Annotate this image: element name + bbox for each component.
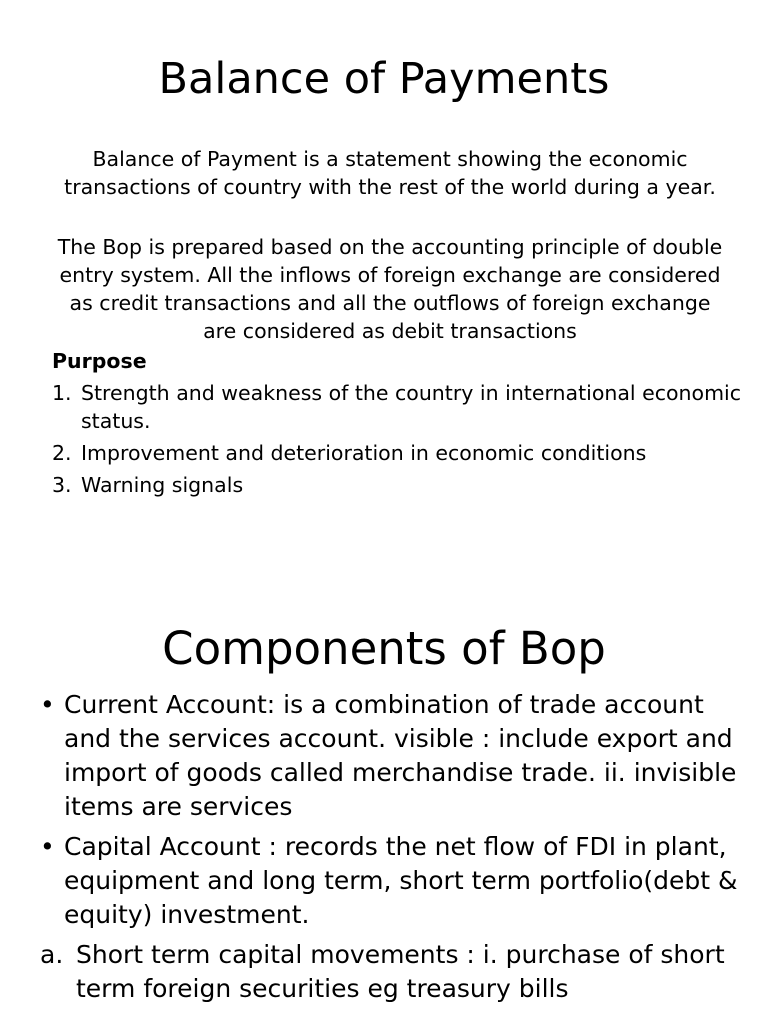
components-list — [40, 688, 740, 1012]
purpose-item — [52, 471, 742, 499]
list-number: 1. — [52, 381, 72, 405]
slide-title: Components of Bop — [162, 622, 606, 675]
component-text: Short term capital movements : i. purchase of short term foreign securities eg treasury bills — [76, 940, 725, 1003]
bullet-marker: • — [40, 832, 55, 861]
purpose-heading: Purpose — [52, 349, 147, 373]
purpose-item — [52, 379, 742, 435]
list-text: Strength and weakness of the country in international economic status. — [81, 381, 742, 433]
component-item-current-account — [40, 688, 740, 824]
list-number: 3. — [52, 473, 72, 497]
alpha-marker: a. — [40, 940, 64, 969]
list-number: 2. — [52, 441, 72, 465]
list-text: Improvement and deterioration in economic conditions — [81, 441, 647, 465]
purpose-item — [52, 439, 742, 467]
principle-paragraph: The Bop is prepared based on the accounting principle of double entry system. All the inflows of foreign exchange are considered as credit transactions and all the outflows of foreign exchange are considered as debit transactions — [57, 235, 723, 343]
slide-title: Balance of Payments — [158, 54, 610, 104]
component-item-capital-account — [40, 830, 740, 932]
bullet-marker: • — [40, 690, 55, 719]
component-text: Capital Account : records the net flow of FDI in plant, equipment and long term, short term portfolio(debt & equity) investment. — [64, 832, 738, 929]
component-text: Current Account: is a combination of trade account and the services account. visible : include export and import of goods called merchandise trade. ii. invisible items are services — [64, 690, 737, 821]
purpose-list — [52, 379, 742, 503]
slide-components-of-bop — [0, 590, 768, 1024]
list-text: Warning signals — [81, 473, 244, 497]
component-item-short-term-capital — [40, 938, 740, 1006]
definition-paragraph: Balance of Payment is a statement showing the economic transactions of country with the rest of the world during a year. — [64, 147, 716, 199]
